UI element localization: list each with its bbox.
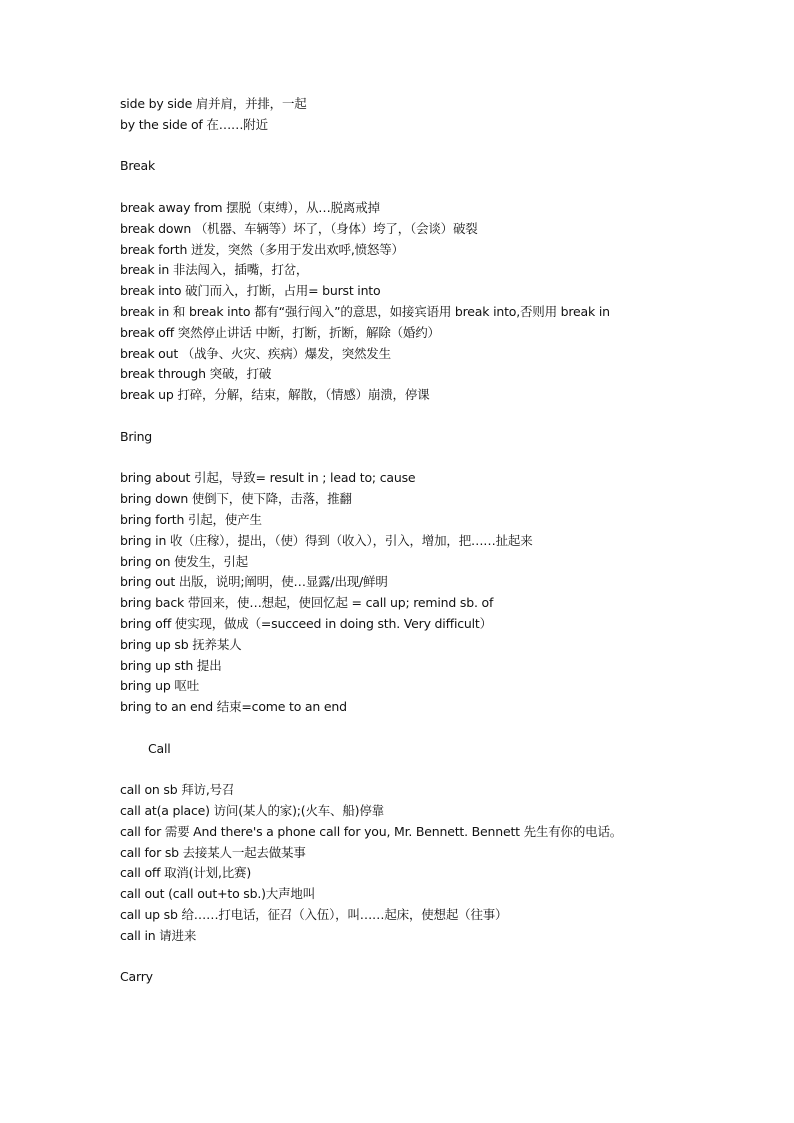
entry-bring-off: bring off 使实现，做成（=succeed in doing sth. Very difficult） (120, 615, 492, 631)
document-body (120, 94, 780, 988)
blank-line (120, 947, 780, 968)
entry-call-at: call at(a place) 访问(某人的家);(火车、船)停靠 (120, 803, 384, 819)
section-heading-call: Call (148, 740, 171, 756)
entry-break-down: break down （机器、车辆等）坏了，（身体）垮了，（会谈）破裂 (120, 220, 478, 236)
entry-bring-up: bring up 呕吐 (120, 678, 200, 694)
entry-break-away-from: break away from 摆脱（束缚），从…脱离戒掉 (120, 199, 380, 215)
entry-break-off: break off 突然停止讲话 中断，打断，折断，解除（婚约） (120, 324, 440, 340)
entry-bring-in: bring in 收（庄稼），提出，（使）得到（收入），引入，增加，把……扯起来 (120, 532, 533, 548)
entry-by-the-side-of: by the side of 在……附近 (120, 116, 268, 132)
blank-line (120, 448, 780, 469)
section-heading-break: Break (120, 158, 156, 174)
blank-line (120, 718, 780, 739)
entry-call-up-sb: call up sb 给……打电话，征召（入伍），叫……起床，使想起（往事） (120, 907, 508, 923)
entry-call-for-sb: call for sb 去接某人一起去做某事 (120, 844, 306, 860)
entry-break-out: break out （战争、火灾、疾病）爆发，突然发生 (120, 345, 391, 361)
entry-call-out: call out (call out+to sb.)大声地叫 (120, 886, 315, 902)
entry-bring-back: bring back 带回来，使…想起，使回忆起 = call up; remind sb. of (120, 595, 494, 611)
entry-bring-out: bring out 出版，说明;阐明，使…显露/出现/鲜明 (120, 574, 388, 590)
entry-bring-forth: bring forth 引起，使产生 (120, 511, 262, 527)
entry-bring-on: bring on 使发生，引起 (120, 553, 248, 569)
entry-bring-to-an-end: bring to an end 结束=come to an end (120, 699, 347, 715)
entry-break-through: break through 突破，打破 (120, 366, 272, 382)
blank-line (120, 136, 780, 157)
entry-break-up: break up 打碎，分解，结束，解散，（情感）崩溃，停课 (120, 387, 430, 403)
entry-break-forth: break forth 迸发，突然（多用于发出欢呼,愤怒等） (120, 241, 404, 257)
entry-break-into: break into 破门而入，打断，占用= burst into (120, 283, 381, 299)
blank-line (120, 406, 780, 427)
entry-call-for: call for 需要 And there's a phone call for you, Mr. Bennett. Bennett 先生有你的电话。 (120, 823, 623, 839)
blank-line (120, 760, 780, 781)
section-heading-carry: Carry (120, 969, 153, 985)
entry-break-in: break in 非法闯入，插嘴，打岔， (120, 262, 309, 278)
entry-side-by-side: side by side 肩并肩，并排，一起 (120, 96, 307, 111)
entry-call-in: call in 请进来 (120, 927, 197, 943)
entry-bring-about: bring about 引起，导致= result in ; lead to; cause (120, 470, 416, 486)
entry-bring-up-sth: bring up sth 提出 (120, 657, 222, 673)
entry-call-on-sb: call on sb 拜访,号召 (120, 782, 235, 798)
entry-break-in-vs-into: break in 和 break into 都有“强行闯入”的意思，如接宾语用 break into,否则用 break in (120, 303, 610, 319)
entry-call-off: call off 取消(计划,比赛) (120, 865, 252, 881)
blank-line (120, 177, 780, 198)
section-heading-bring: Bring (120, 428, 153, 444)
entry-bring-down: bring down 使倒下，使下降，击落，推翻 (120, 491, 352, 507)
entry-bring-up-sb: bring up sb 抚养某人 (120, 636, 242, 652)
